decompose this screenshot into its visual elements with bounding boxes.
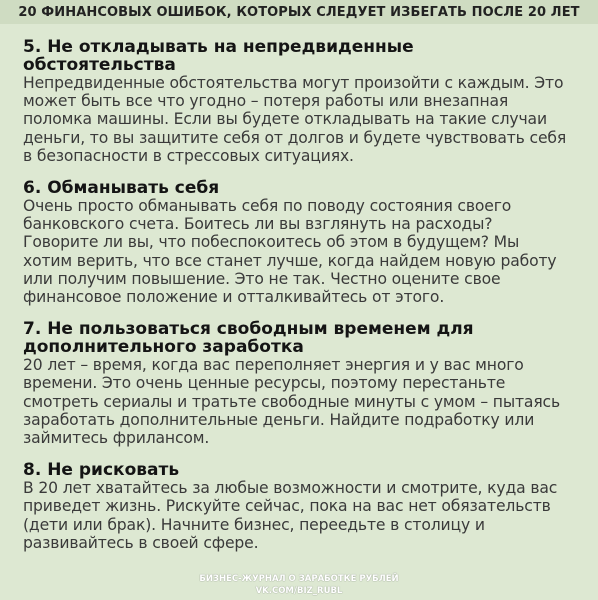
section-heading: 5. Не откладывать на непредвиденные обстоятельства xyxy=(23,37,414,75)
section-8 xyxy=(23,461,568,552)
footer-watermark-link: VK.COM/BIZ_RUBL xyxy=(255,586,343,596)
section-7 xyxy=(23,320,568,447)
section-body: Очень просто обманывать себя по поводу состояния своего банковского счета. Боитесь ли вы взглянуть на расходы? Говорите ли вы, что побеспокоитесь об этом в будущем? Мы хотим верить, что все станет лучше, когда найдем новую работу или получим повышение. Это не так. Честно оцените свое финансовое положение и отталкивайтесь от этого. xyxy=(23,197,557,307)
footer-watermark-title: БИЗНЕС-ЖУРНАЛ О ЗАРАБОТКЕ РУБЛЕЙ xyxy=(199,574,399,584)
page-title: 20 ФИНАНСОВЫХ ОШИБОК, КОТОРЫХ СЛЕДУЕТ ИЗБЕГАТЬ ПОСЛЕ 20 ЛЕТ xyxy=(18,4,580,20)
section-5 xyxy=(23,38,568,165)
article-content xyxy=(23,38,568,566)
section-body: 20 лет – время, когда вас переполняет энергия и у вас много времени. Это очень ценные ресурсы, поэтому перестаньте смотреть сериалы и тратьте свободные минуты с умом – пытаясь заработать дополнительные деньги. Найдите подработку или займитесь фрилансом. xyxy=(23,356,561,448)
page-title-bar xyxy=(0,0,598,24)
section-6 xyxy=(23,179,568,306)
section-heading: 8. Не рисковать xyxy=(23,460,180,481)
section-heading: 7. Не пользоваться свободным временем для дополнительного заработка xyxy=(23,319,474,358)
section-heading: 6. Обманывать себя xyxy=(23,178,220,199)
section-body: Непредвиденные обстоятельства могут произойти с каждым. Это может быть все что угодно – потеря работы или внезапная поломка машины. Если вы будете откладывать на такие случаи деньги, то вы защитите себя от долгов и будете чувствовать себя в безопасности в стрессовых ситуациях. xyxy=(23,74,567,165)
section-body: В 20 лет хватайтесь за любые возможности и смотрите, куда вас приведет жизнь. Рискуйте сейчас, пока на вас нет обязательств (дети или брак). Начните бизнес, переедьте в столицу и развивайтесь в своей сфере. xyxy=(23,479,558,552)
